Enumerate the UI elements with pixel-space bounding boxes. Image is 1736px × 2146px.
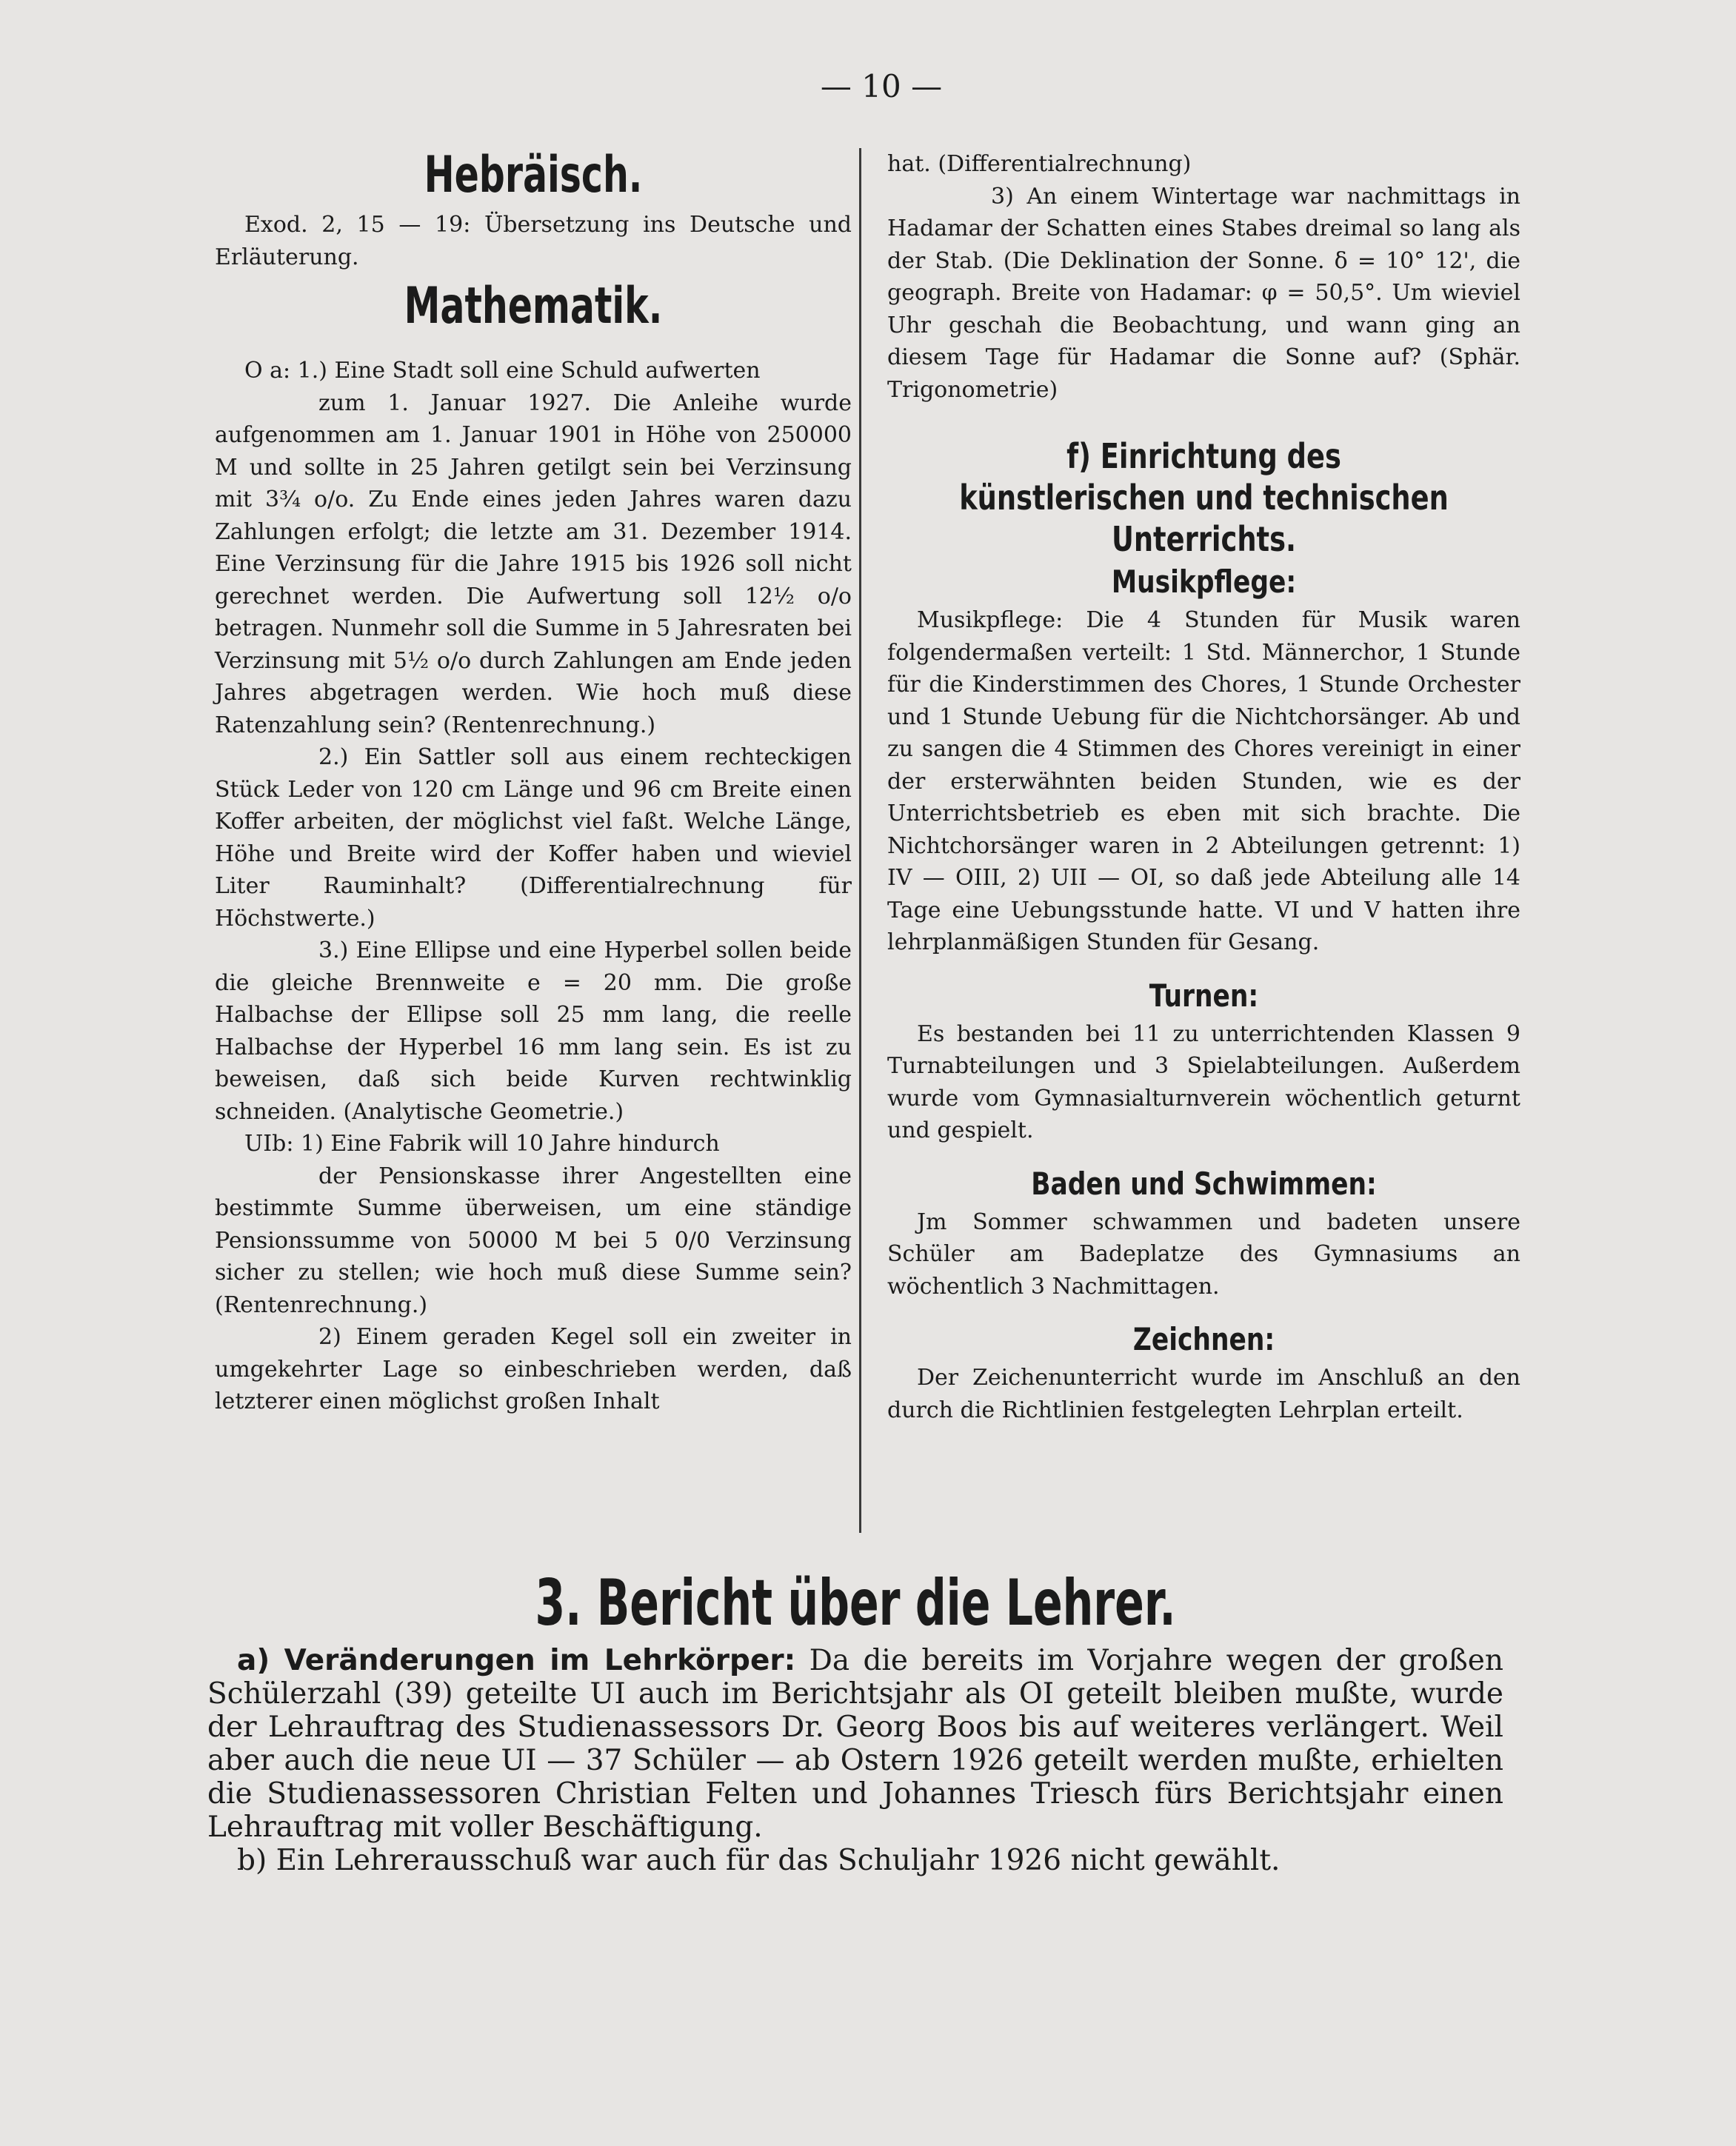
uib-problem-2: 2) Einem geraden Kegel soll ein zweiter in umgekehrter Lage so einbeschrieben werden, daß letzterer einen möglichst großen Inhalt xyxy=(215,1324,852,1414)
mathematik-heading: Mathematik. xyxy=(404,277,663,335)
paragraph-a-text: Da die bereits im Vorjahre wegen der großen Schülerzahl (39) geteilte UI auch im Berichtsjahr als OI geteilt bleiben mußte, wurde der Lehrauftrag des Studienassessors Dr. Georg Boos bis auf weiteres verlängert. Weil aber auch die neue UI — 37 Schüler — ab Ostern 1926 geteilt werden mußte, erhielten die Studienassessoren Christian Felten und Johannes Triesch fürs Berichtsjahr einen Lehrauftrag mit voller Beschäftigung. xyxy=(207,1644,1503,1844)
paragraph-b: b) Ein Lehrerausschuß war auch für das Schuljahr 1926 nicht gewählt. xyxy=(237,1844,1281,1877)
hebraisch-heading: Hebräisch. xyxy=(424,146,643,204)
hebraisch-text: Exod. 2, 15 — 19: Übersetzung ins Deutsche und Erläuterung. xyxy=(215,212,852,270)
continuation-line: hat. (Differentialrechnung) xyxy=(887,151,1192,177)
paragraph-a xyxy=(207,1644,1503,1844)
musikpflege-heading: Musikpflege: xyxy=(1111,564,1297,600)
oa-problem-2: 2.) Ein Sattler soll aus einem rechteckigen Stück Leder von 120 cm Länge und 96 cm Breite einen Koffer arbeiten, der möglichst viel faßt. Welche Länge, Höhe und Breite wird der Koffer haben und wieviel Liter Rauminhalt? (Differentialrechnung für Höchstwerte.) xyxy=(215,744,852,932)
oa-problem-3: 3.) Eine Ellipse und eine Hyperbel sollen beide die gleiche Brennweite e = 20 mm. Die große Halbachse der Ellipse soll 25 mm lang, die reelle Halbachse der Hyperbel 16 mm lang sein. Es ist zu beweisen, daß sich beide Kurven rechtwinklig schneiden. (Analytische Geometrie.) xyxy=(215,937,852,1125)
zeichnen-heading: Zeichnen: xyxy=(1132,1321,1275,1357)
zeichnen-text: Der Zeichenunterricht wurde im Anschluß an den durch die Richtlinien festgelegten Lehrplan erteilt. xyxy=(887,1365,1520,1423)
musikpflege-text: Musikpflege: Die 4 Stunden für Musik waren folgendermaßen verteilt: 1 Std. Männerchor, 1 Stunde für die Kinderstimmen des Chores, 1 Stunde Orchester und 1 Stunde Uebung für die Nichtchorsänger. Ab und zu sangen die 4 Stimmen des Chores vereinigt in einer der ersterwähnten beiden Stunden, wie es der Unterrichtsbetrieb es eben mit sich brachte. Die Nichtchorsänger waren in 2 Abteilungen getrennt: 1) IV — OIII, 2) UII — OI, so daß jede Abteilung alle 14 Tage eine Uebungsstunde hatte. VI und V hatten ihre lehrplanmäßigen Stunden für Gesang. xyxy=(887,607,1520,955)
paragraph-a-label: a) Veränderungen im Lehrkörper: xyxy=(237,1644,796,1677)
turnen-text: Es bestanden bei 11 zu unterrichtenden Klassen 9 Turnabteilungen und 3 Spielabteilungen. Außerdem wurde vom Gymnasialturnverein wöchentlich geturnt und gespielt. xyxy=(887,1020,1520,1143)
uib-problem-1: der Pensionskasse ihrer Angestellten eine bestimmte Summe überweisen, um eine ständige Pensionssumme von 50000 M bei 5 0/0 Verzinsung sicher zu stellen; wie hoch muß diese Summe sein? (Rentenrechnung.) xyxy=(215,1163,852,1318)
oa-problem-1-first-line: O a: 1.) Eine Stadt soll eine Schuld aufwerten xyxy=(244,358,761,384)
bericht-heading: 3. Bericht über die Lehrer. xyxy=(535,1566,1176,1640)
turnen-heading: Turnen: xyxy=(1149,977,1259,1014)
problem-3-sun: 3) An einem Wintertage war nachmittags in Hadamar der Schatten eines Stabes dreimal so lang als der Stab. (Die Deklination der Sonne. δ = 10° 12', die geograph. Breite von Hadamar: φ = 50,5°. Um wieviel Uhr geschah die Beobachtung, und wann ging an diesem Tage für Hadamar die Sonne auf? (Sphär. Trigonometrie) xyxy=(887,183,1520,403)
uib-problem-1-first-line: UIb: 1) Eine Fabrik will 10 Jahre hindurch xyxy=(244,1131,720,1157)
left-column xyxy=(215,142,852,1418)
baden-text: Jm Sommer schwammen und badeten unsere Schüler am Badeplatze des Gymnasiums an wöchentlich 3 Nachmittagen. xyxy=(887,1209,1520,1300)
page-number: — 10 — xyxy=(820,68,943,104)
section-f-heading: f) Einrichtung des künstlerischen und technischen Unterrichts. xyxy=(959,436,1449,559)
baden-heading: Baden und Schwimmen: xyxy=(1031,1165,1377,1202)
column-divider xyxy=(859,148,861,1533)
lehrer-section xyxy=(207,1562,1503,1877)
oa-problem-1: zum 1. Januar 1927. Die Anleihe wurde aufgenommen am 1. Januar 1901 in Höhe von 250000 M und sollte in 25 Jahren getilgt sein bei Verzinsung mit 3¾ o/o. Zu Ende eines jeden Jahres waren dazu Zahlungen erfolgt; die letzte am 31. Dezember 1914. Eine Verzinsung für die Jahre 1915 bis 1926 soll nicht gerechnet werden. Die Aufwertung soll 12½ o/o betragen. Nunmehr soll die Summe in 5 Jahresraten bei Verzinsung mit 5½ o/o durch Zahlungen am Ende jeden Jahres abgetragen werden. Wie hoch muß diese Ratenzahlung sein? (Rentenrechnung.) xyxy=(215,390,852,738)
right-column xyxy=(887,148,1520,1426)
